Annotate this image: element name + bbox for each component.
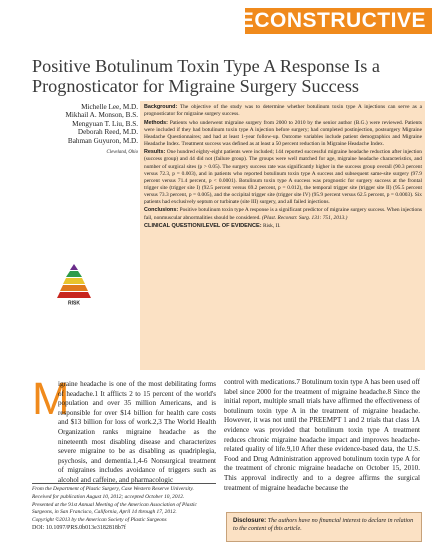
pyramid-label: RISK [68,300,80,306]
body-column-left: igraine headache is one of the most debilitating forms of headache.1 It afflicts 2 to 15 percent of the world's population and over 35 million Americans, and is responsible for over $14 billion for health care costs and $13 billion for loss of work.2,3 The World Health Organization ranks migraine headache as the nineteenth most disabling disease and characterizes severe migraine to be as disabling as quadriplegia, psychosis, and dementia.1,4-6 Nonsurgical treatment of migraines includes avoidance of triggers such as alcohol and caffeine, and pharmacologic [58,380,216,484]
author-list [20,103,138,157]
evidence-pyramid-icon [52,262,96,306]
drop-cap: M [32,373,70,424]
pyramid-tier [66,271,82,277]
section-label: RECONSTRUCTIVE [224,9,426,32]
abstract-methods: Methods: Patients who underwent migraine surgery from 2000 to 2010 by the senior author (B.G.) were reviewed. Patients were included if they had botulinum toxin type A injection before surgery; had completed postinjection, postsurgery Migraine Headache Questionnaires; and had at least 1-year follow-up. Outcome variables include patient demographics and Migraine Headache Index. Treatment success was defined as at least a 50 percent reduction in Migraine Headache Index. [144,119,422,147]
author-name: Mengyuan T. Liu, B.S. [72,119,138,128]
disclosure-text: The authors have no financial interest to declare in relation to the content of this article. [233,518,414,532]
abstract [144,104,422,232]
disclosure-label: Disclosure: [233,517,267,524]
author-name: Michelle Lee, M.D. [81,103,138,111]
pyramid-tier [60,285,88,291]
author-name: Deborah Reed, M.D. [77,128,138,137]
footnote-received: Received for publication August 10, 2012; accepted October 10, 2012. [32,494,185,501]
footnotes [32,486,216,534]
body-column-right: control with medications.7 Botulinum toxin type A has been used off label since 2000 for the treatment of migraine headache.8 Since the initial report, multiple small trials have affirmed the effectiveness of botulinum toxin type A in the treatment of migraine headache. However, it was not until the PREEMPT 1 and 2 trials that class 1A evidence was provided that botulinum toxin type A treatment reduces chronic migraine headache impact and improves headache-related quality of life.9,10 After these evidence-based data, the U.S. Food and Drug Administration approved botulinum toxin type A for the treatment of chronic migraine headache on October 15, 2010. This approval indirectly and to a degree affirms the surgical treatment of migraine headache because the [224,378,420,492]
footnote-divider [32,483,216,484]
abstract-results: Results: One hundred eighty-eight patients were included; 144 reported successful migraine headache reduction after injection (success group) and 44 did not (failure group). The groups were well matched for age, migraine headache characteristics, and number of surgical sites (p > 0.05). The surgery success rate was significantly higher in the success group overall (90.3 percent versus 72.3, p = 0.003), and in patients who reported botulinum toxin type A success and subsequent same-site surgery (97.9 percent versus 71.4 percent, p < 0.0001). Botulinum toxin type A success was prognostic for surgery success at the frontal trigger site (trigger site I) (92.5 percent versus 69.2 percent, p = 0.012), the temporal trigger site (trigger site II) (95.5 percent versus 73.3 percent, p = 0.005), and the occipital trigger site (trigger site IV) (95.9 percent versus 62.5 percent, p = 0.0003). Six patients had exclusively septum or turbinate (site III) surgery, and all failed injections. [144,149,422,205]
author-location: Cleveland, Ohio [106,150,138,156]
abstract-background: Background: The objective of the study was to determine whether botulinum toxin type A injections can serve as a prognosticator for migraine surgery success. [144,104,422,118]
section-banner [224,8,432,34]
author-name: Bahman Guyuron, M.D. [67,136,138,145]
doi-link[interactable]: DOI: 10.1097/PRS.0b013e3182818b7f [32,525,126,532]
pyramid-tier [63,278,85,284]
footnote-affiliation: From the Department of Plastic Surgery, Case Western Reserve University. [32,486,194,492]
author-name: Mikhail A. Monson, B.S. [65,111,138,120]
footnote-copyright: Copyright ©2013 by the American Society of Plastic Surgeons [32,517,167,524]
disclosure-box [226,512,422,542]
abstract-conclusions: Conclusions: Positive botulinum toxin type A response is a significant predictor of migraine surgery success. When injections fail, nonmuscular abnormalities should be considered. (Plast. Reconstr. Surg. 131: 751, 2013.) [144,207,422,221]
footnote-presented: Presented at the 91st Annual Meeting of the American Association of Plastic Surgeons, in San Francisco, California, April 14 through 17, 2012. [32,502,197,515]
pyramid-tier [70,264,78,270]
pyramid-tier [57,292,91,298]
article-title: Positive Botulinum Toxin Type A Response Is a Prognosticator for Migraine Surgery Success [32,56,380,96]
clinical-question: CLINICAL QUESTION/LEVEL OF EVIDENCE: Risk, II. [144,223,281,230]
